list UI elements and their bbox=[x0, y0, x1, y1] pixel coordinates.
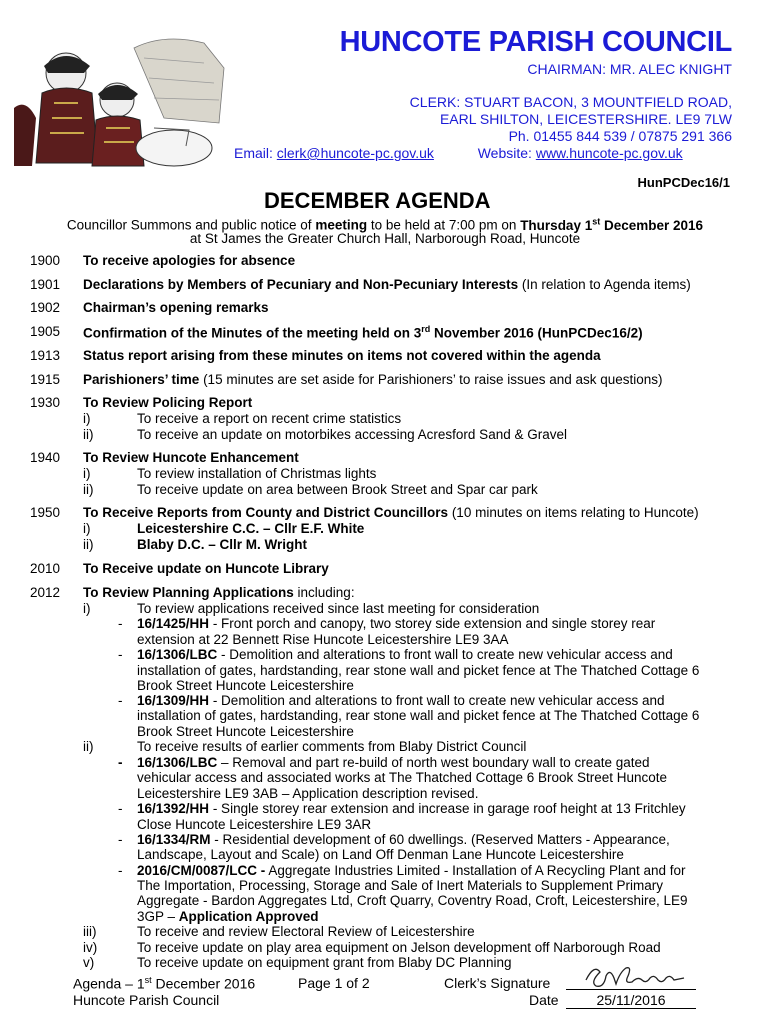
application-text: Close Huncote Leicestershire LE9 3AR bbox=[137, 817, 372, 832]
sub-text: Blaby D.C. – Cllr M. Wright bbox=[137, 537, 308, 552]
item-time: 1915 bbox=[30, 372, 61, 387]
sub-number: ii) bbox=[83, 739, 94, 754]
summons-text: Councillor Summons and public notice of bbox=[66, 217, 316, 233]
heading-note: including: bbox=[293, 585, 355, 600]
item-time: 2010 bbox=[30, 561, 61, 576]
application-text: installation of gates, hardstanding, rear stone wall and picket fence at The Thatched Cottage 6 bbox=[137, 708, 700, 723]
application-text: - Demolition and alterations to front wall to create new vehicular access and bbox=[217, 647, 673, 662]
sub-text: To receive update on area between Brook Street and Spar car park bbox=[137, 482, 538, 497]
list-dash: - bbox=[118, 832, 123, 847]
sub-number: i) bbox=[83, 411, 91, 426]
heading-text: November 2016 (HunPCDec16/2) bbox=[430, 325, 643, 341]
signature-date: 25/11/2016 bbox=[566, 992, 696, 1009]
list-dash: - bbox=[118, 647, 123, 662]
application-code: 2016/CM/0087/LCC - bbox=[137, 863, 266, 878]
sub-number: i) bbox=[83, 601, 91, 616]
phone-line: Ph. 01455 844 539 / 07875 291 366 bbox=[508, 128, 732, 144]
heading-note: (15 minutes are set aside for Parishioners’ to raise issues and ask questions) bbox=[199, 372, 663, 387]
website-label: Website: bbox=[477, 145, 532, 161]
result-16-1392-hh bbox=[137, 801, 686, 817]
sub-text: To receive and review Electoral Review of Leicestershire bbox=[137, 924, 475, 939]
sub-text: Leicestershire C.C. – Cllr E.F. White bbox=[137, 521, 365, 536]
item-heading bbox=[83, 324, 643, 341]
application-16-1425-hh bbox=[137, 616, 655, 632]
website-link[interactable]: www.huncote-pc.gov.uk bbox=[535, 145, 683, 161]
item-time: 2012 bbox=[30, 585, 61, 600]
item-time: 1900 bbox=[30, 253, 61, 268]
list-dash: - bbox=[118, 755, 123, 770]
item-time: 1905 bbox=[30, 324, 61, 339]
footer-agenda-date bbox=[73, 975, 255, 992]
item-heading: Status report arising from these minutes on items not covered within the agenda bbox=[83, 348, 601, 363]
summons-time: to be held at 7:00 pm on bbox=[367, 217, 521, 233]
contact-line bbox=[234, 145, 683, 161]
approved-label: Application Approved bbox=[178, 909, 319, 924]
heading-sup: rd bbox=[421, 324, 431, 334]
sub-number: i) bbox=[83, 466, 91, 481]
agenda-title: DECEMBER AGENDA bbox=[264, 188, 491, 213]
sub-number: v) bbox=[83, 955, 95, 970]
application-text: Leicestershire LE9 3AB – Application description revised. bbox=[137, 786, 479, 801]
application-16-1309-hh bbox=[137, 693, 665, 709]
item-time: 1901 bbox=[30, 277, 61, 292]
summons-day: Thursday 1 bbox=[520, 217, 593, 233]
summons-sup: st bbox=[592, 216, 601, 226]
item-time: 1950 bbox=[30, 505, 61, 520]
item-time: 1930 bbox=[30, 395, 61, 410]
application-text: Brook Street Huncote Leicestershire bbox=[137, 724, 354, 739]
item-heading: Chairman’s opening remarks bbox=[83, 300, 269, 315]
summons-date: December 2016 bbox=[600, 217, 704, 233]
sub-number: ii) bbox=[83, 427, 94, 442]
page-number: Page 1 of 2 bbox=[298, 975, 370, 991]
sub-number: i) bbox=[83, 521, 91, 536]
item-time: 1940 bbox=[30, 450, 61, 465]
application-text: installation of gates, hardstanding, rear stone wall and picket fence at The Thatched Cottage 6 bbox=[137, 663, 700, 678]
item-time: 1913 bbox=[30, 348, 61, 363]
application-code: 16/1392/HH bbox=[137, 801, 210, 816]
result-16-1334-rm bbox=[137, 832, 670, 848]
band-illustration bbox=[14, 28, 229, 168]
footer-text: December 2016 bbox=[151, 975, 256, 992]
item-heading: To Review Policing Report bbox=[83, 395, 253, 410]
application-text: - Front porch and canopy, two storey side extension and single storey rear bbox=[209, 616, 656, 631]
item-heading bbox=[83, 277, 691, 292]
chairman-line: CHAIRMAN: MR. ALEC KNIGHT bbox=[527, 61, 732, 77]
item-heading bbox=[83, 372, 663, 387]
application-code: 16/1306/LBC bbox=[137, 647, 218, 662]
sub-number: ii) bbox=[83, 482, 94, 497]
application-text: Brook Street Huncote Leicestershire bbox=[137, 678, 354, 693]
application-text: – Removal and part re-build of north west boundary wall to create gated bbox=[217, 755, 650, 770]
footer-text: Agenda – 1 bbox=[73, 975, 145, 992]
heading-text: Declarations by Members of Pecuniary and Non-Pecuniary Interests bbox=[83, 277, 519, 292]
council-title: HUNCOTE PARISH COUNCIL bbox=[339, 26, 732, 58]
clerk-address-line2: EARL SHILTON, LEICESTERSHIRE. LE9 7LW bbox=[439, 111, 732, 127]
summons-line2: at St James the Greater Church Hall, Narborough Road, Huncote bbox=[189, 231, 581, 246]
summons-meeting: meeting bbox=[315, 217, 368, 233]
result-2016-cm-0087-lcc bbox=[137, 863, 686, 879]
sub-text: To review installation of Christmas lights bbox=[137, 466, 377, 481]
application-status bbox=[137, 909, 319, 925]
document-reference: HunPCDec16/1 bbox=[637, 175, 730, 190]
sub-text: To receive update on equipment grant from Blaby DC Planning bbox=[137, 955, 512, 970]
list-dash: - bbox=[118, 801, 123, 816]
application-code: 16/1306/LBC bbox=[137, 755, 218, 770]
application-16-1306-lbc bbox=[137, 647, 673, 663]
sub-text: To receive results of earlier comments from Blaby District Council bbox=[137, 739, 527, 754]
footer-council-name: Huncote Parish Council bbox=[73, 992, 220, 1008]
heading-text: Confirmation of the Minutes of the meeting held on 3 bbox=[83, 325, 422, 341]
sub-number: ii) bbox=[83, 537, 94, 552]
item-heading: To Receive update on Huncote Library bbox=[83, 561, 329, 576]
application-text: - Demolition and alterations to front wall to create new vehicular access and bbox=[209, 693, 665, 708]
heading-note: (In relation to Agenda items) bbox=[518, 277, 691, 292]
item-heading bbox=[83, 585, 355, 600]
application-text: Aggregate Industries Limited - Installation of A Recycling Plant and for bbox=[265, 863, 686, 878]
item-time: 1902 bbox=[30, 300, 61, 315]
clerk-address-line1: CLERK: STUART BACON, 3 MOUNTFIELD ROAD, bbox=[409, 94, 732, 110]
list-dash: - bbox=[118, 693, 123, 708]
heading-note: (10 minutes on items relating to Huncote) bbox=[448, 505, 699, 520]
sub-text: To receive a report on recent crime statistics bbox=[137, 411, 402, 426]
signature-label: Clerk’s Signature bbox=[444, 975, 551, 991]
result-16-1306-lbc bbox=[137, 755, 650, 771]
footer-sup: st bbox=[144, 975, 152, 985]
email-link[interactable]: clerk@huncote-pc.gov.uk bbox=[276, 145, 434, 161]
application-code: 16/1309/HH bbox=[137, 693, 210, 708]
heading-text: To Review Planning Applications bbox=[83, 585, 294, 600]
heading-text: To Receive Reports from County and District Councillors bbox=[83, 505, 449, 520]
application-code: 16/1425/HH bbox=[137, 616, 210, 631]
item-heading: To Review Huncote Enhancement bbox=[83, 450, 299, 465]
application-text: Landscape, Layout and Scale) on Land Off Denman Lane Huncote Leicestershire bbox=[137, 847, 624, 862]
application-code: 16/1334/RM bbox=[137, 832, 211, 847]
application-text: Aggregate - Bardon Aggregates Ltd, Croft Quarry, Coventry Road, Croft, Leicestershire, LE9 bbox=[137, 893, 688, 908]
heading-text: Parishioners’ time bbox=[83, 372, 200, 387]
application-text: extension at 22 Bennett Rise Huncote Leicestershire LE9 3AA bbox=[137, 632, 509, 647]
sub-text: To receive update on play area equipment on Jelson development off Narborough Road bbox=[137, 940, 661, 955]
application-text: The Importation, Processing, Storage and Sale of Inert Materials to Supplement Primary bbox=[137, 878, 664, 893]
email-label: Email: bbox=[234, 145, 273, 161]
item-heading bbox=[83, 505, 699, 520]
list-dash: - bbox=[118, 616, 123, 631]
list-dash: - bbox=[118, 863, 123, 878]
sub-number: iv) bbox=[83, 940, 98, 955]
sub-text: To receive an update on motorbikes accessing Acresford Sand & Gravel bbox=[137, 427, 567, 442]
application-text: - Residential development of 60 dwellings. (Reserved Matters - Appearance, bbox=[210, 832, 670, 847]
application-text: vehicular access and associated works at The Thatched Cottage 6 Brook Street Huncote bbox=[137, 770, 668, 785]
item-heading: To receive apologies for absence bbox=[83, 253, 296, 268]
date-label: Date bbox=[529, 992, 559, 1008]
sub-number: iii) bbox=[83, 924, 97, 939]
sub-text: To review applications received since last meeting for consideration bbox=[137, 601, 540, 616]
application-text: - Single storey rear extension and increase in garage roof height at 13 Fritchley bbox=[209, 801, 686, 816]
application-text: 3GP – bbox=[137, 909, 179, 924]
